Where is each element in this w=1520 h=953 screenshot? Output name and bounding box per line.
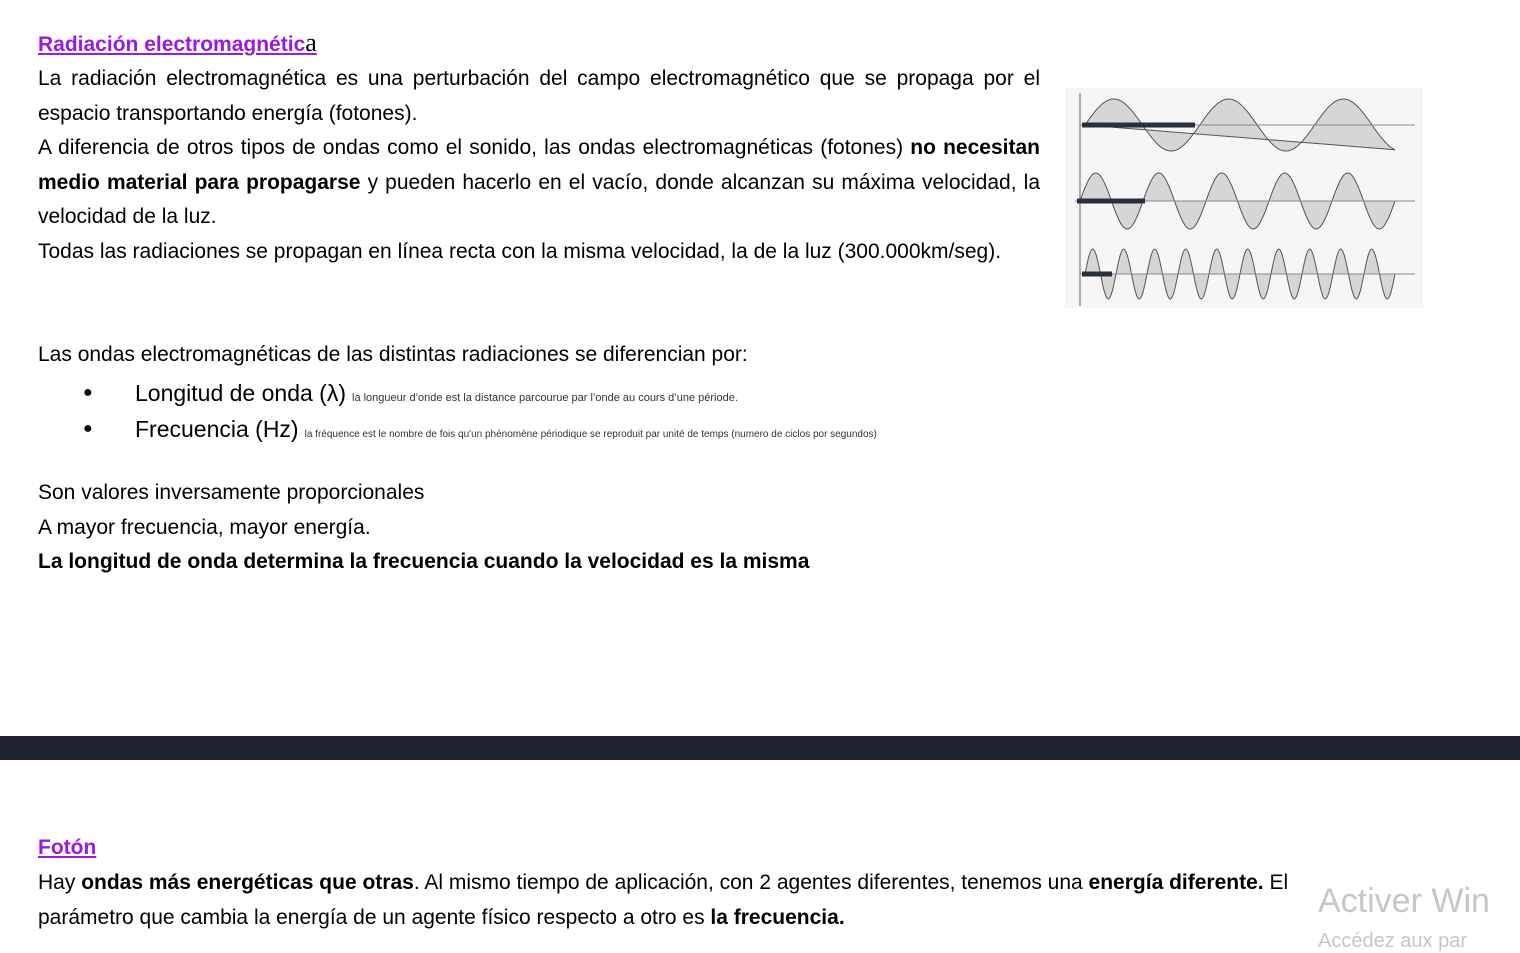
bullet-dot-icon: ● — [83, 420, 93, 437]
foton-line-1: Hay ondas más energéticas que otras. Al mismo tiempo de aplicación, con 2 agentes diferentes, tenemos una energía diferente. El — [38, 871, 1289, 894]
bold-no-medium: no necesitan medio material para propagarse — [38, 136, 1040, 194]
foton-line-2: parámetro que cambia la energía de un agente físico respecto a otro es la frecuencia. — [38, 905, 845, 929]
list-item-wavelength — [78, 375, 877, 411]
activation-watermark-subtitle: Accédez aux par — [1318, 930, 1467, 952]
activation-watermark-title: Activer Win — [1318, 882, 1490, 920]
wavelength-label: Longitud de onda (λ) — [135, 380, 346, 406]
wave-row-2 — [1075, 173, 1415, 229]
page-separator — [0, 736, 1520, 760]
wavelength-note: la longueur d’onde est la distance parcourue par l’onde au cours d’une période. — [352, 392, 738, 404]
bullet-dot-icon: ● — [83, 384, 93, 401]
heading-radiacion-link[interactable]: Radiación electromagnétic — [38, 33, 306, 56]
intro-paragraphs — [38, 62, 1040, 269]
foton-paragraph — [38, 866, 1288, 935]
paragraph-vacuum: A diferencia de otros tipos de ondas como el sonido, las ondas electromagnéticas (fotones) no necesitan medio material para propagarse y pueden hacerlo en el vacío, donde alcanzan su máxima velocidad, la velocidad de la luz. — [38, 136, 1041, 228]
heading-radiacion[interactable] — [38, 28, 317, 58]
wavelength-figure — [1065, 88, 1423, 308]
paragraph-definition: La radiación electromagnética es una perturbación del campo electromagnético que se propaga por el espacio transportando energía (fotones). — [38, 67, 1040, 125]
frequency-label: Frecuencia (Hz) — [135, 416, 299, 442]
wave-diagram — [1065, 88, 1423, 308]
differences-intro: Las ondas electromagnéticas de las distintas radiaciones se diferencian por: — [38, 343, 748, 366]
wave-row-1 — [1080, 99, 1415, 151]
conclusion-inverse: Son valores inversamente proporcionales — [38, 481, 425, 504]
conclusion-energy: A mayor frecuencia, mayor energía. — [38, 515, 371, 539]
conclusion-wavelength: La longitud de onda determina la frecuencia cuando la velocidad es la misma — [38, 550, 810, 573]
list-item-frequency — [78, 411, 877, 447]
heading-radiacion-tail: a — [305, 28, 317, 57]
differences-list — [78, 375, 877, 447]
wave-row-3 — [1080, 249, 1415, 299]
heading-foton[interactable]: Fotón — [38, 836, 97, 859]
document-page-2 — [0, 760, 1520, 948]
paragraph-speed: Todas las radiaciones se propagan en línea recta con la misma velocidad, la de la luz (300.000km/seg). — [38, 239, 1002, 263]
conclusions — [38, 476, 809, 580]
frequency-note: la fréquence est le nombre de fois qu'un phénomène périodique se reproduit par unité de temps (numero de ciclos por segundos) — [304, 429, 877, 440]
